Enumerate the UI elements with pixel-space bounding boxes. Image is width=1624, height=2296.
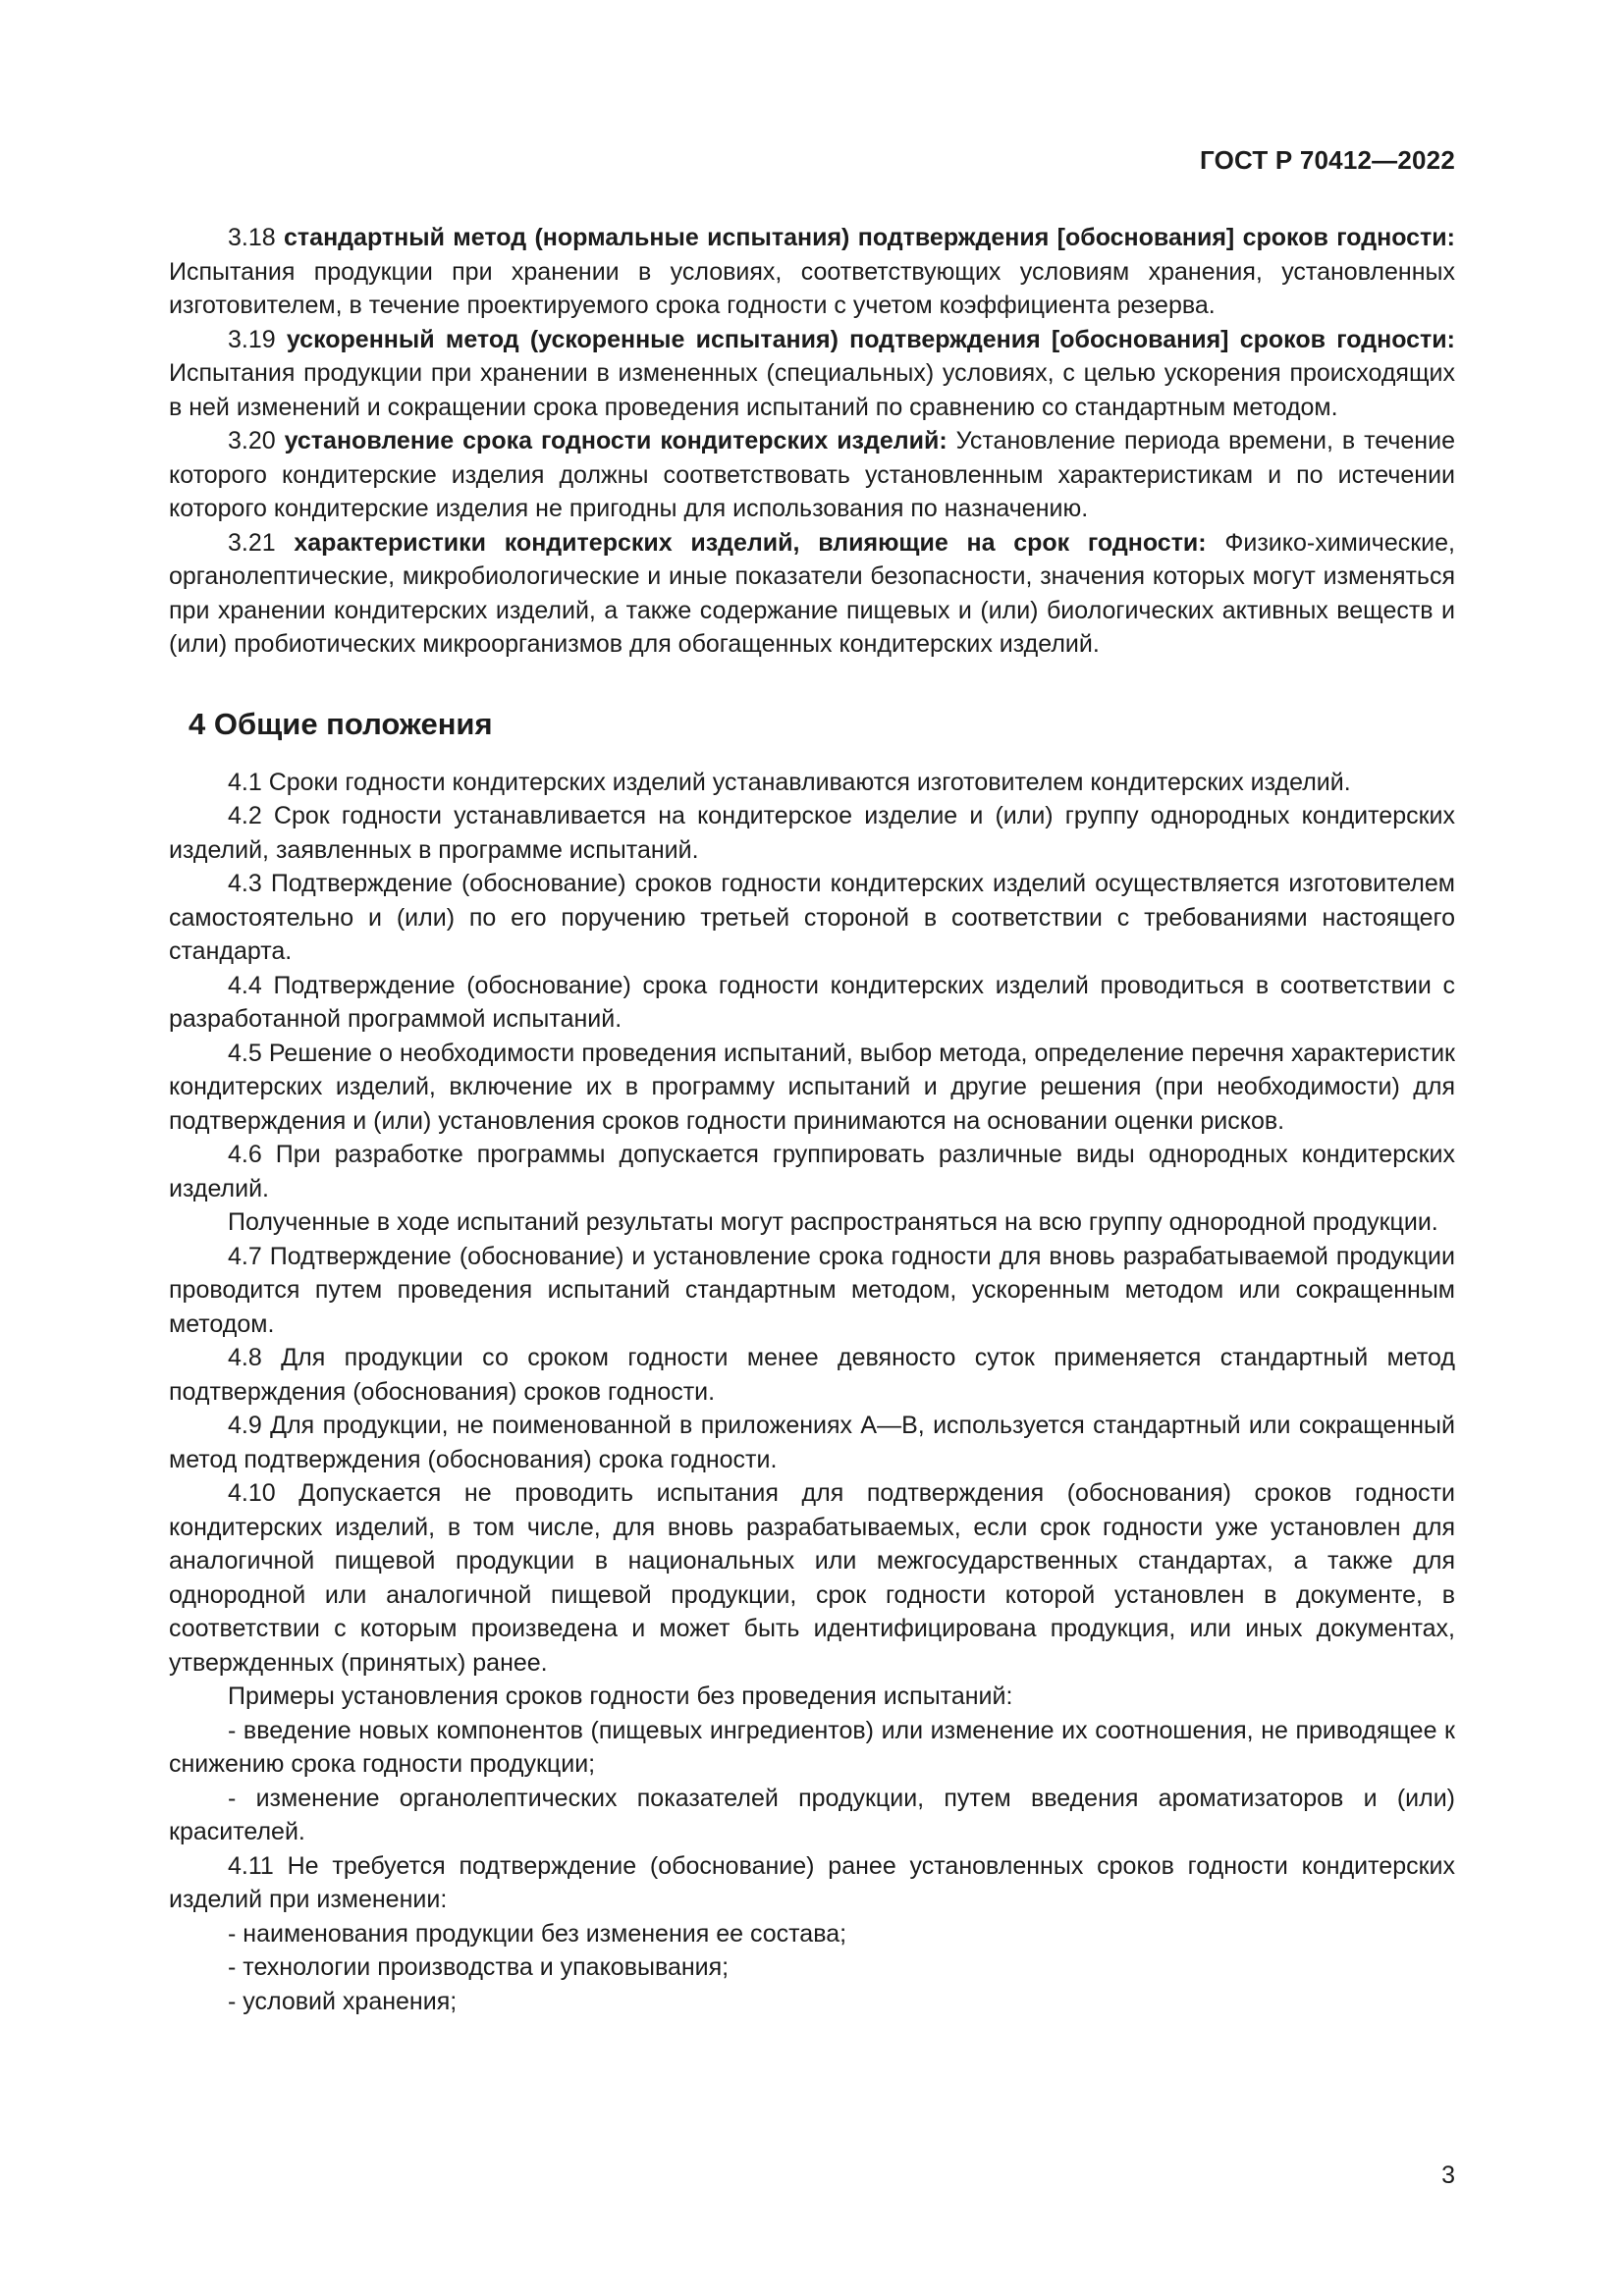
definition-term: установление срока годности кондитерских изделий: (284, 427, 947, 454)
definition-3-21 (169, 526, 1455, 662)
paragraph-4-9: 4.9 Для продукции, не поименованной в приложениях А—В, используется стандартный или сокращенный метод подтверждения (обоснования) срока годности. (169, 1412, 1455, 1473)
paragraph-4-11: 4.11 Не требуется подтверждение (обоснование) ранее установленных сроков годности кондитерских изделий при изменении: (169, 1851, 1455, 1913)
definition-text: Физико-химические, органолептические, микробиологические и иные показатели безопасности, значения которых могут изменяться при хранении кондитерских изделий, а также содержание пищевых и (или) биологических активных веществ и (или) пробиотических микроорганизмов для обогащенных кондитерских изделий. (169, 528, 1455, 658)
paragraph-4-3: 4.3 Подтверждение (обоснование) сроков годности кондитерских изделий осуществляется изготовителем самостоятельно и (или) по его поручению третьей стороной в соответствии с требованиями настоящего стандарта. (169, 870, 1455, 965)
paragraph-4-7: 4.7 Подтверждение (обоснование) и установление срока годности для вновь разрабатываемой продукции проводится путем проведения испытаний стандартным методом, ускоренным методом или сокращенным методом. (169, 1242, 1455, 1338)
definition-text: Испытания продукции при хранении в измененных (специальных) условиях, с целью ускорения происходящих в ней изменений и сокращении срока проведения испытаний по сравнению со стандартным методом. (169, 359, 1455, 421)
list-item: - наименования продукции без изменения ее состава; (228, 1919, 847, 1948)
list-item: - введение новых компонентов (пищевых ингредиентов) или изменение их соотношения, не приводящее к снижению срока годности продукции; (169, 1716, 1455, 1778)
paragraph-4-10: 4.10 Допускается не проводить испытания для подтверждения (обоснования) сроков годности кондитерских изделий, в том числе, для вновь разрабатываемых, если срок годности уже установлен для аналогичной пищевой продукции в национальных или межгосударственных стандартах, а также для однородной или аналогичной пищевой продукции, срок годности которой установлен в документе, в соответствии с которым произведена и может быть идентифицирована продукция, или иных документах, утвержденных (принятых) ранее. (169, 1479, 1455, 1677)
list-item: - условий хранения; (228, 1987, 458, 2015)
paragraph-4-2: 4.2 Срок годности устанавливается на кондитерское изделие и (или) группу однородных кондитерских изделий, заявленных в программе испытаний. (169, 802, 1455, 864)
definition-3-20 (169, 424, 1455, 526)
definition-number: 3.20 (228, 427, 276, 454)
paragraph-4-6-note: Полученные в ходе испытаний результаты могут распространяться на всю группу однородной продукции. (228, 1208, 1438, 1236)
paragraph-4-5: 4.5 Решение о необходимости проведения испытаний, выбор метода, определение перечня характеристик кондитерских изделий, включение их в программу испытаний и другие решения (при необходимости) для подтверждения и (или) установления сроков годности принимаются на основании оценки рисков. (169, 1039, 1455, 1135)
definition-3-18 (169, 221, 1455, 323)
page-number: 3 (1441, 2162, 1455, 2189)
definition-number: 3.21 (228, 528, 276, 557)
paragraph-4-1: 4.1 Сроки годности кондитерских изделий устанавливаются изготовителем кондитерских изделий. (228, 768, 1351, 796)
paragraph-4-4: 4.4 Подтверждение (обоснование) срока годности кондитерских изделий проводиться в соответствии с разработанной программой испытаний. (169, 971, 1455, 1033)
definition-text: Установление периода времени, в течение которого кондитерские изделия должны соответствовать установленным характеристикам и по истечении которого кондитерские изделия не пригодны для использования по назначению. (169, 427, 1455, 522)
definition-term: ускоренный метод (ускоренные испытания) подтверждения [обоснования] сроков годности: (286, 325, 1455, 353)
definition-3-19 (169, 323, 1455, 425)
definition-number: 3.19 (228, 325, 276, 353)
section-heading: 4 Общие положения (189, 706, 493, 741)
examples-intro: Примеры установления сроков годности без проведения испытаний: (228, 1682, 1013, 1710)
list-item: - технологии производства и упаковывания; (228, 1953, 730, 1981)
paragraph-4-6: 4.6 При разработке программы допускается группировать различные виды однородных кондитерских изделий. (169, 1141, 1455, 1202)
definition-text: Испытания продукции при хранении в условиях, соответствующих условиям хранения, установленных изготовителем, в течение проектируемого срока годности с учетом коэффициента резерва. (169, 257, 1455, 319)
paragraph-4-8: 4.8 Для продукции со сроком годности менее девяносто суток применяется стандартный метод подтверждения (обоснования) сроков годности. (169, 1344, 1455, 1406)
document-number: ГОСТ Р 70412—2022 (1200, 145, 1455, 175)
list-item: - изменение органолептических показателей продукции, путем введения ароматизаторов и (или) красителей. (169, 1784, 1455, 1845)
definition-number: 3.18 (228, 224, 276, 251)
document-body (169, 221, 1455, 2018)
definition-term: характеристики кондитерских изделий, влияющие на срок годности: (294, 528, 1207, 557)
definition-term: стандартный метод (нормальные испытания) подтверждения [обоснования] сроков годности: (284, 224, 1455, 251)
